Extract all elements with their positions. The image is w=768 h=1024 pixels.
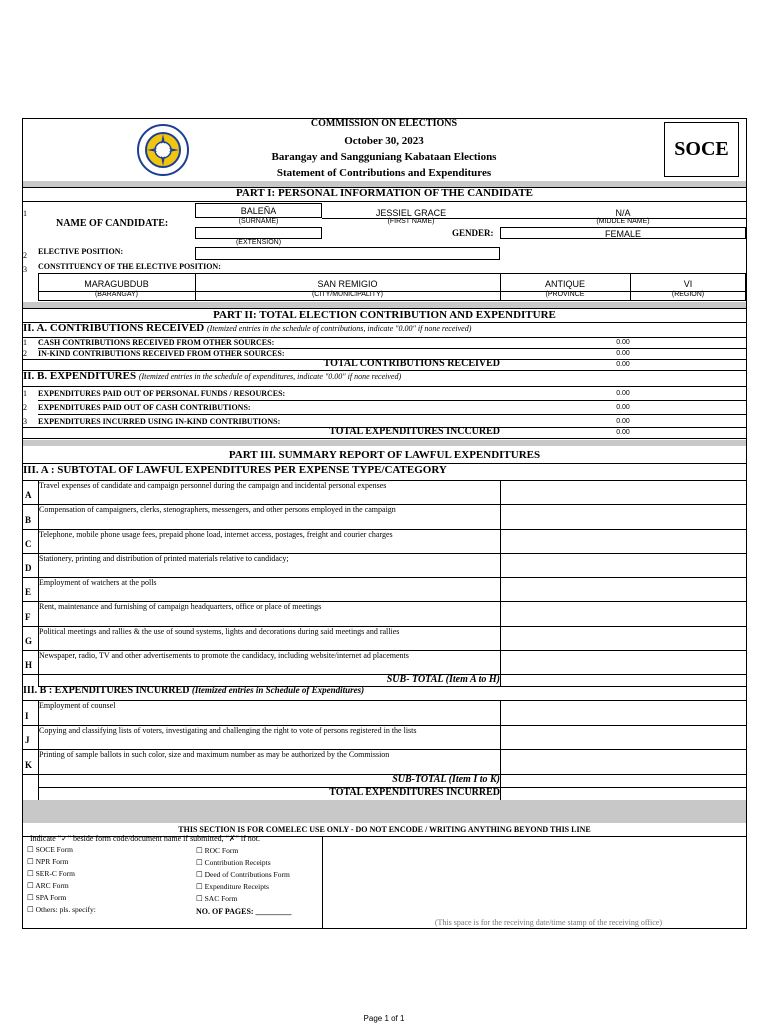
expense-amount-field[interactable] xyxy=(501,726,745,749)
form-code-box: SOCE xyxy=(664,122,739,177)
elective-position-label: ELECTIVE POSITION: xyxy=(38,247,124,256)
checkbox-icon[interactable]: ☐ xyxy=(196,894,205,903)
expenditures-total-value[interactable]: 0.00 xyxy=(616,429,630,436)
expense-amount-field[interactable] xyxy=(501,505,745,527)
row-number: 3 xyxy=(23,417,27,426)
item-letter: F xyxy=(25,611,31,622)
expense-amount-field[interactable] xyxy=(501,578,745,600)
checkbox-icon[interactable]: ☐ xyxy=(196,882,205,891)
region-field[interactable]: VI xyxy=(683,279,693,289)
submission-checkbox[interactable] xyxy=(196,858,271,867)
cash-contributions-exp-label: EXPENDITURES PAID OUT OF CASH CONTRIBUTIONS: xyxy=(38,403,251,412)
expense-category-text: Telephone, mobile phone usage fees, prepaid phone load, internet access, postages, freight and courier charges xyxy=(39,529,393,539)
elective-position-field[interactable] xyxy=(195,247,500,260)
expense-amount-field[interactable] xyxy=(501,627,745,649)
subsection-b-note: (Itemized entries in Schedule of Expenditures) xyxy=(191,685,365,695)
expense-category-text: Employment of watchers at the polls xyxy=(39,578,157,587)
extension-caption: (EXTENSION) xyxy=(235,239,282,246)
first-name-field[interactable]: JESSIEL GRACE xyxy=(375,208,447,218)
expenditures-total-label: TOTAL EXPENDITURES INCCURED xyxy=(329,426,500,437)
checkbox-label: Expenditure Receipts xyxy=(204,882,269,891)
submission-checkbox[interactable] xyxy=(27,869,75,878)
item-letter: E xyxy=(25,587,32,598)
submission-checkbox[interactable] xyxy=(196,882,269,891)
expense-category-text: Stationery, printing and distribution of printed materials relative to candidacy; xyxy=(39,553,289,563)
submission-checkbox[interactable] xyxy=(196,894,237,903)
item-letter: J xyxy=(25,735,30,745)
checkbox-icon[interactable]: ☐ xyxy=(196,858,205,867)
checkbox-icon[interactable]: ☐ xyxy=(196,870,205,879)
checkbox-label: NPR Form xyxy=(35,857,69,866)
item-letter: H xyxy=(25,660,33,670)
row-number: 2 xyxy=(23,403,27,412)
part1-title: PART I: PERSONAL INFORMATION OF THE CANDIDATE xyxy=(235,187,534,199)
checkbox-icon[interactable]: ☐ xyxy=(27,905,36,914)
row-number: 1 xyxy=(23,209,27,218)
election-date: October 30, 2023 xyxy=(344,135,424,147)
contributions-heading: II. A. CONTRIBUTIONS RECEIVED (Itemized entries in the schedule of contributions, indicate "0.00" if none received) xyxy=(23,322,472,334)
barangay-caption: (BARANGAY) xyxy=(94,291,139,298)
barangay-field[interactable]: MARAGUBDUB xyxy=(84,279,149,289)
checkbox-icon[interactable]: ☐ xyxy=(27,881,36,890)
part3-subsection-b: III. B : EXPENDITURES INCURRED (Itemized entries in Schedule of Expenditures) xyxy=(23,685,365,696)
city-field[interactable]: SAN REMIGIO xyxy=(317,279,378,289)
checkbox-icon[interactable]: ☐ xyxy=(27,893,36,902)
expense-category-text: Rent, maintenance and furnishing of campaign headquarters, office or place of meetings xyxy=(39,602,322,612)
inkind-exp-label: EXPENDITURES INCURRED USING IN-KIND CONTRIBUTIONS: xyxy=(38,417,281,426)
inkind-contributions-value[interactable]: 0.00 xyxy=(616,350,630,357)
expense-amount-field[interactable] xyxy=(501,481,745,503)
surname-caption: (SURNAME) xyxy=(238,218,279,225)
personal-funds-value[interactable]: 0.00 xyxy=(616,390,630,397)
submission-checkbox[interactable] xyxy=(196,870,290,879)
checkbox-label: Contribution Receipts xyxy=(204,858,271,867)
row-number: 2 xyxy=(23,251,27,260)
row-number: 1 xyxy=(23,338,27,347)
expense-category-text: Copying and classifying lists of voters, investigating and challenging the right to vote of persons registered in the lists xyxy=(39,725,417,735)
cash-contributions-label: CASH CONTRIBUTIONS RECEIVED FROM OTHER SOURCES: xyxy=(38,338,275,347)
expenditures-note: (Itemized entries in the schedule of expenditures, indicate "0.00" if none received) xyxy=(138,372,402,381)
item-letter: B xyxy=(25,514,32,525)
expense-amount-field[interactable] xyxy=(501,651,745,673)
province-field[interactable]: ANTIQUE xyxy=(544,279,585,289)
part3-subsection-a: III. A : SUBTOTAL OF LAWFUL EXPENDITURES PER EXPENSE TYPE/CATEGORY xyxy=(23,464,447,476)
checkbox-icon[interactable]: ☐ xyxy=(27,869,36,878)
item-letter: C xyxy=(25,538,32,549)
checkbox-icon[interactable]: ☐ xyxy=(27,845,36,854)
submission-checkbox[interactable] xyxy=(27,845,73,854)
cash-contributions-value[interactable]: 0.00 xyxy=(616,339,630,346)
cash-contributions-exp-value[interactable]: 0.00 xyxy=(616,404,630,411)
middle-name-field[interactable]: N/A xyxy=(615,208,631,218)
personal-funds-label: EXPENDITURES PAID OUT OF PERSONAL FUNDS / RESOURCES: xyxy=(38,389,286,398)
submission-checkbox[interactable] xyxy=(196,846,238,855)
item-letter: K xyxy=(25,759,33,770)
submission-checkbox[interactable] xyxy=(27,893,66,902)
pages-label: NO. OF PAGES: _________ xyxy=(196,907,292,916)
contributions-total-label: TOTAL CONTRIBUTIONS RECEIVED xyxy=(323,358,500,369)
item-letter: A xyxy=(25,490,32,501)
agency-name: COMMISSION ON ELECTIONS xyxy=(310,118,458,129)
constituency-label: CONSTITUENCY OF THE ELECTIVE POSITION: xyxy=(38,262,221,271)
submission-checkbox[interactable] xyxy=(27,905,96,914)
middle-name-caption: (MIDDLE NAME) xyxy=(596,218,650,225)
expense-amount-field[interactable] xyxy=(501,750,745,773)
submission-checkbox[interactable] xyxy=(27,881,69,890)
expense-category-text: Travel expenses of candidate and campaign personnel during the campaign and incidental personal expenses xyxy=(39,481,387,490)
first-name-caption: (FIRST NAME) xyxy=(387,218,435,225)
checkbox-label: ROC Form xyxy=(204,846,239,855)
expense-category-text: Newspaper, radio, TV and other advertisements to promote the candidacy, including website/internet ad placements xyxy=(39,650,409,660)
row-number: 3 xyxy=(23,265,27,274)
city-caption: (CITY/MUNICIPALITY) xyxy=(311,291,384,298)
submission-checkbox[interactable] xyxy=(27,857,68,866)
name-label: NAME OF CANDIDATE: xyxy=(56,218,169,229)
expense-amount-field[interactable] xyxy=(501,554,745,576)
checkbox-label: SOCE Form xyxy=(35,845,73,854)
checkbox-label: Others: pls. specify: xyxy=(35,905,96,914)
inkind-contributions-label: IN-KIND CONTRIBUTIONS RECEIVED FROM OTHER SOURCES: xyxy=(38,349,285,358)
expenditures-heading: II. B. EXPENDITURES (Itemized entries in the schedule of expenditures, indicate "0.00" if none received) xyxy=(23,370,402,382)
part3-title: PART III. SUMMARY REPORT OF LAWFUL EXPENDITURES xyxy=(228,449,541,461)
row-number: 2 xyxy=(23,349,27,358)
inkind-exp-value[interactable]: 0.00 xyxy=(616,418,630,425)
checkbox-label: SPA Form xyxy=(35,893,67,902)
page-number: Page 1 of 1 xyxy=(363,1014,405,1023)
gender-label: GENDER: xyxy=(452,228,494,238)
checkbox-label: SAC Form xyxy=(204,894,238,903)
checkbox-icon[interactable]: ☐ xyxy=(196,846,205,855)
total-expenditures-label: TOTAL EXPENDITURES INCURRED xyxy=(329,787,500,798)
surname-field[interactable]: BALEÑA xyxy=(195,203,322,218)
election-name: Barangay and Sangguniang Kabataan Elections xyxy=(271,151,497,163)
subtotal-a-label: SUB- TOTAL (Item A to H) xyxy=(386,674,500,685)
item-letter: D xyxy=(25,563,32,573)
gray-divider xyxy=(23,440,746,446)
expense-category-text: Political meetings and rallies & the use of sound systems, lights and decorations during said meetings and rallies xyxy=(39,626,400,636)
expense-amount-field[interactable] xyxy=(501,701,745,724)
extension-field[interactable] xyxy=(195,227,322,239)
checkbox-label: ARC Form xyxy=(35,881,69,890)
contributions-note: (Itemized entries in the schedule of contributions, indicate "0.00" if none received) xyxy=(207,324,472,333)
expense-category-text: Employment of counsel xyxy=(39,701,116,710)
province-caption: (PROVINCE xyxy=(545,291,585,298)
expense-amount-field[interactable] xyxy=(501,602,745,624)
checkbox-label: Deed of Contributions Form xyxy=(204,870,290,879)
expense-category-text: Printing of sample ballots in such color, size and maximum number as may be authorized by the Commission xyxy=(39,750,390,759)
expense-amount-field[interactable] xyxy=(501,530,745,552)
contributions-total-value[interactable]: 0.00 xyxy=(616,361,630,368)
checkbox-label: SER-C Form xyxy=(35,869,75,878)
subtotal-b-label: SUB-TOTAL (Item I to K) xyxy=(392,774,500,785)
checkbox-icon[interactable]: ☐ xyxy=(27,857,36,866)
stamp-note: (This space is for the receiving date/time stamp of the receiving office) xyxy=(434,918,662,927)
comelec-notice: THIS SECTION IS FOR COMELEC USE ONLY - DO NOT ENCODE / WRITING ANYTHING BEYOND THIS LINE xyxy=(178,825,591,834)
item-letter: I xyxy=(25,710,29,721)
gender-field[interactable]: FEMALE xyxy=(500,227,746,239)
part2-title: PART II: TOTAL ELECTION CONTRIBUTION AND EXPENDITURE xyxy=(213,309,556,321)
gray-divider xyxy=(23,800,746,823)
item-letter: G xyxy=(25,635,33,646)
comelec-instruction: Indicate "✓" beside form code/document name if submitted, "✗" if not. xyxy=(30,834,260,843)
document-title: Statement of Contributions and Expenditures xyxy=(276,167,492,179)
row-number: 1 xyxy=(23,389,27,398)
region-caption: (REGION) xyxy=(671,291,705,298)
expense-category-text: Compensation of campaigners, clerks, stenographers, messengers, and other persons employed in the campaign xyxy=(39,505,396,515)
